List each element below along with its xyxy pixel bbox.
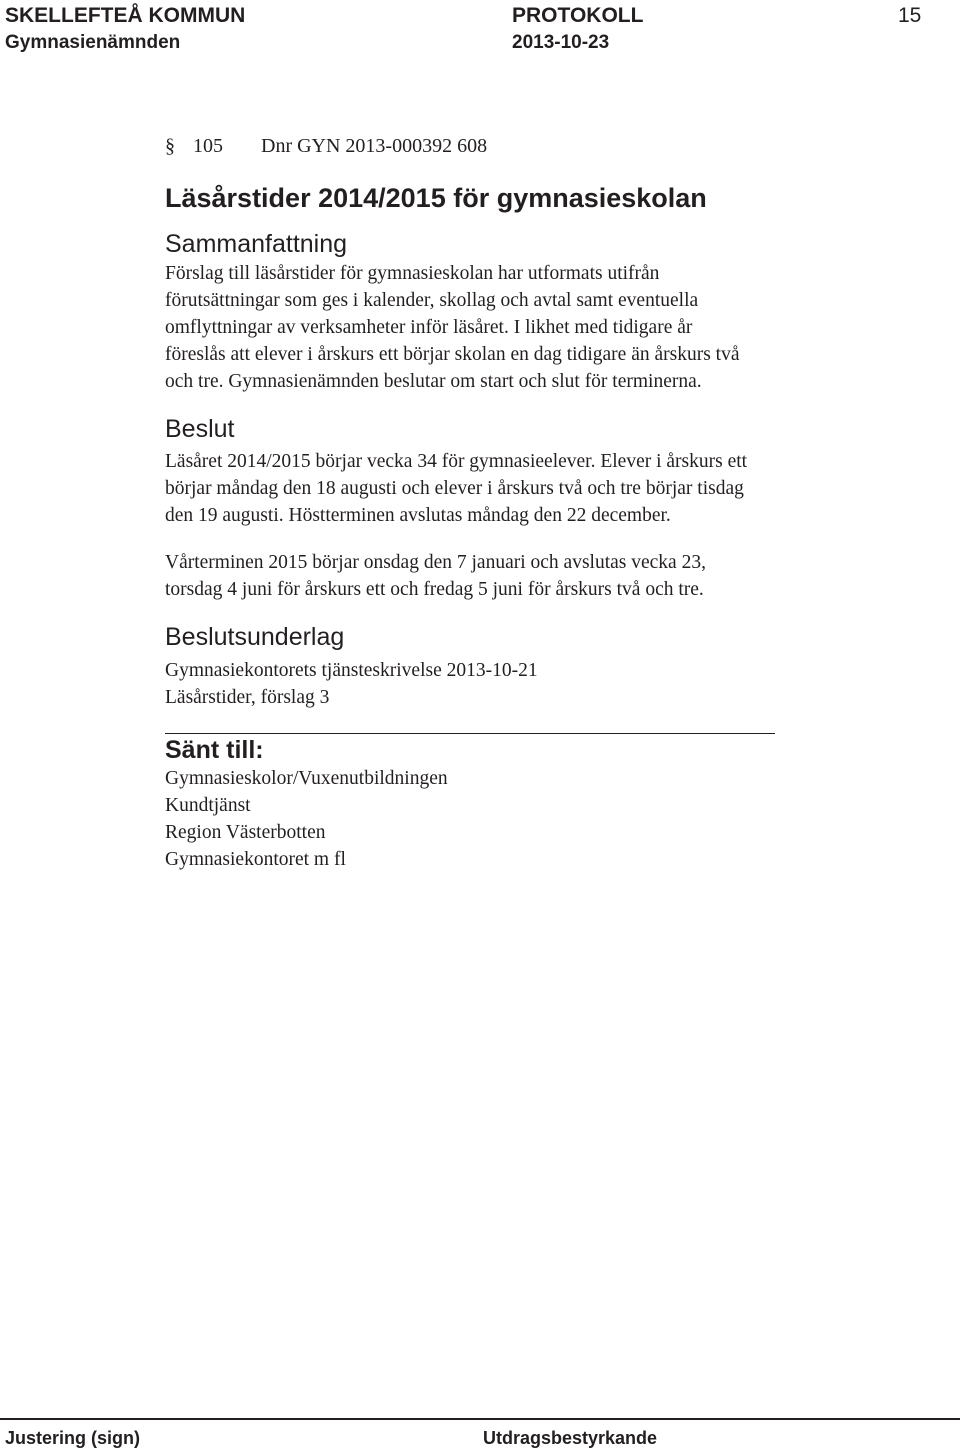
summary-heading: Sammanfattning [165,230,348,258]
decision-line: torsdag 4 juni för årskurs ett och fredag 5 juni för årskurs två och tre. [165,579,704,600]
summary-line: omflyttningar av verksamheter inför läsåret. I likhet med tidigare år [165,317,693,338]
document-type: PROTOKOLL [512,4,644,27]
basis-heading: Beslutsunderlag [165,623,345,651]
footer-certification-label: Utdragsbestyrkande [483,1428,658,1448]
decision-line: Vårterminen 2015 börjar onsdag den 7 januari och avslutas vecka 23, [165,552,706,573]
summary-line: Förslag till läsårstider för gymnasieskolan har utformats utifrån [165,263,660,284]
summary-line: och tre. Gymnasienämnden beslutar om start och slut för terminerna. [165,371,702,392]
section-number: 105 [193,135,223,157]
footer-rule [0,1418,960,1420]
decision-line: Läsåret 2014/2015 börjar vecka 34 för gymnasieelever. Elever i årskurs ett [165,451,748,472]
basis-list [165,657,538,711]
diary-number: Dnr GYN 2013-000392 608 [261,135,488,157]
basis-item: Gymnasiekontorets tjänsteskrivelse 2013-10-21 [165,660,538,681]
recipient-item: Gymnasieskolor/Vuxenutbildningen [165,768,448,789]
recipient-item: Kundtjänst [165,795,251,816]
section-symbol: § [165,135,175,157]
recipient-list [165,765,448,873]
recipient-item: Gymnasiekontoret m fl [165,849,346,870]
decision-heading: Beslut [165,415,235,443]
decision-line: börjar måndag den 18 augusti och elever i årskurs två och tre börjar tisdag [165,478,744,499]
case-reference [165,133,487,159]
decision-line: den 19 augusti. Höstterminen avslutas måndag den 22 december. [165,505,671,526]
meeting-date: 2013-10-23 [512,32,610,53]
decision-paragraph-1 [165,448,747,529]
summary-line: föreslås att elever i årskurs ett börjar skolan en dag tidigare än årskurs två [165,344,740,365]
page-number: 15 [898,4,922,27]
organization-name: SKELLEFTEÅ KOMMUN [5,4,246,27]
decision-paragraph-2 [165,549,706,603]
page-title: Läsårstider 2014/2015 för gymnasieskolan [165,183,707,213]
recipient-item: Region Västerbotten [165,822,326,843]
summary-line: förutsättningar som ges i kalender, skollag och avtal samt eventuella [165,290,699,311]
separator-line [165,733,775,734]
sent-to-heading: Sänt till: [165,736,264,764]
board-name: Gymnasienämnden [5,32,181,53]
basis-item: Läsårstider, förslag 3 [165,687,330,708]
footer-signature-label: Justering (sign) [5,1428,141,1448]
summary-text [165,260,740,395]
